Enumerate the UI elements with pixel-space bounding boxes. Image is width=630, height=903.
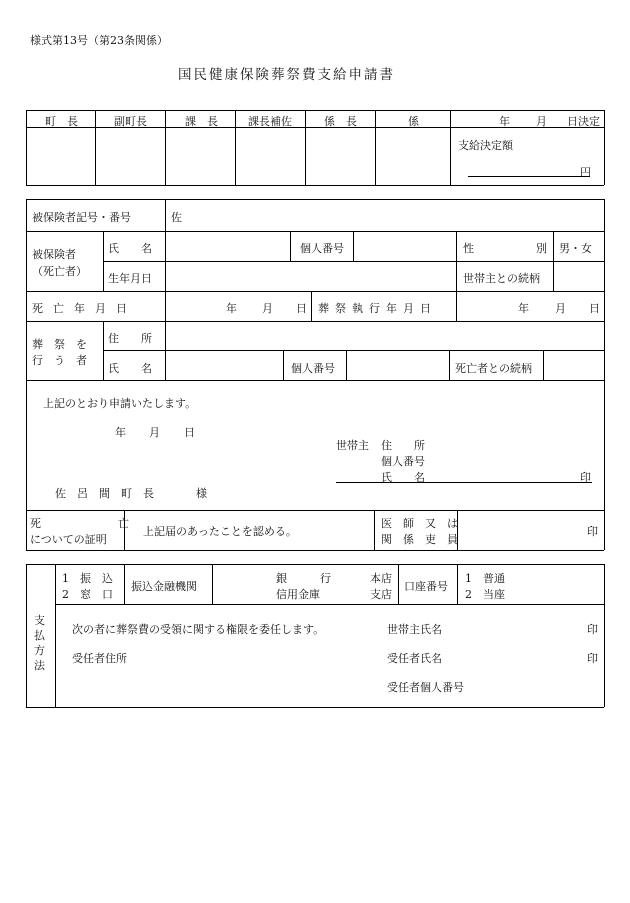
householder-name-seal: 印 bbox=[587, 623, 598, 636]
table-rule bbox=[95, 110, 96, 185]
account-type-current[interactable]: 2 当座 bbox=[465, 588, 505, 601]
deceased-personal-number-label: 個人番号 bbox=[300, 242, 344, 255]
funeral-host-label-1: 葬 祭 を bbox=[32, 338, 87, 351]
table-rule bbox=[604, 110, 605, 185]
form-number: 様式第13号（第23条関係） bbox=[30, 34, 168, 47]
certificate-statement: 上記届のあったことを認める。 bbox=[143, 525, 297, 538]
deceased-label-2: （死亡者） bbox=[32, 265, 87, 278]
table-rule bbox=[283, 350, 284, 380]
deceased-name-label: 氏 名 bbox=[108, 242, 152, 255]
table-rule bbox=[450, 110, 451, 185]
certificate-label-2: についての証明 bbox=[30, 533, 107, 546]
decision-year-label: 年 bbox=[499, 115, 510, 128]
table-rule bbox=[26, 291, 604, 292]
doctor-label-1: 医 師 又 は bbox=[381, 517, 458, 530]
table-rule bbox=[26, 231, 604, 232]
table-rule bbox=[553, 231, 554, 291]
bank-label: 振込金融機関 bbox=[131, 580, 197, 593]
table-rule bbox=[604, 199, 605, 550]
payment-section-label-3: 方 bbox=[34, 644, 45, 657]
table-rule bbox=[103, 261, 604, 262]
approval-col-mayor: 町 長 bbox=[45, 115, 78, 128]
approval-col-section-chief: 課 長 bbox=[185, 115, 218, 128]
payment-section-label-1: 支 bbox=[34, 614, 45, 627]
funeral-host-address-label: 住 所 bbox=[108, 332, 152, 345]
householder-name-label: 氏 名 bbox=[381, 471, 425, 484]
table-rule bbox=[26, 127, 604, 128]
relation-to-householder-label: 世帯主との続柄 bbox=[463, 272, 540, 285]
addressee: 佐 呂 間 町 長 bbox=[55, 487, 154, 500]
amount-label: 支給決定額 bbox=[458, 139, 513, 152]
approval-col-assistant-chief: 課長補佐 bbox=[248, 115, 292, 128]
decision-day-label: 日決定 bbox=[567, 115, 600, 128]
table-rule bbox=[26, 199, 604, 200]
householder-address-label: 住 所 bbox=[381, 439, 425, 452]
table-rule bbox=[290, 231, 291, 261]
table-rule bbox=[165, 231, 166, 291]
table-rule bbox=[103, 231, 104, 291]
table-rule bbox=[26, 564, 604, 565]
funeral-host-personal-number-label: 個人番号 bbox=[291, 362, 335, 375]
application-year: 年 bbox=[115, 426, 126, 439]
table-rule bbox=[456, 231, 457, 291]
bank-type-credit-union: 信用金庫 bbox=[276, 588, 320, 601]
table-rule bbox=[165, 321, 166, 380]
funeral-month: 月 bbox=[555, 302, 566, 315]
table-rule bbox=[103, 350, 604, 351]
delegate-seal: 印 bbox=[587, 652, 598, 665]
table-rule bbox=[457, 564, 458, 604]
funeral-day: 日 bbox=[589, 302, 600, 315]
table-rule bbox=[212, 564, 213, 604]
dob-label: 生年月日 bbox=[108, 272, 152, 285]
delegate-personal-number-label: 受任者個人番号 bbox=[387, 681, 464, 694]
deceased-label-1: 被保険者 bbox=[32, 248, 76, 261]
payment-method-counter[interactable]: 2 窓 口 bbox=[62, 588, 113, 601]
table-rule bbox=[55, 564, 56, 707]
account-type-ordinary[interactable]: 1 普通 bbox=[465, 572, 505, 585]
table-rule bbox=[55, 604, 604, 605]
table-rule bbox=[235, 110, 236, 185]
funeral-host-name-label: 氏 名 bbox=[108, 362, 152, 375]
death-day: 日 bbox=[296, 302, 307, 315]
table-rule bbox=[26, 550, 604, 551]
table-rule bbox=[165, 199, 166, 231]
approval-col-unit-chief: 係 長 bbox=[324, 115, 357, 128]
funeral-date-label: 葬祭執行年月日 bbox=[318, 302, 437, 315]
sex-label-1: 性 bbox=[463, 242, 474, 255]
delegate-address-label: 受任者住所 bbox=[72, 652, 127, 665]
table-rule bbox=[26, 564, 27, 707]
branch-head-office: 本店 bbox=[370, 572, 392, 585]
table-rule bbox=[26, 380, 604, 381]
table-rule bbox=[346, 350, 347, 380]
funeral-year: 年 bbox=[518, 302, 529, 315]
delegate-name-label: 受任者氏名 bbox=[387, 652, 442, 665]
funeral-host-label-2: 行 う 者 bbox=[32, 354, 87, 367]
table-rule bbox=[604, 564, 605, 707]
table-rule bbox=[375, 110, 376, 185]
table-rule bbox=[124, 564, 125, 604]
sex-label-2: 別 bbox=[536, 242, 547, 255]
certificate-seal: 印 bbox=[587, 525, 598, 538]
table-rule bbox=[468, 176, 590, 177]
table-rule bbox=[374, 510, 375, 550]
doctor-label-2: 関 係 吏 員 bbox=[381, 533, 458, 546]
table-rule bbox=[543, 350, 544, 380]
payment-method-transfer[interactable]: 1 振 込 bbox=[62, 572, 113, 585]
application-month: 月 bbox=[149, 426, 160, 439]
householder-personal-number-label: 個人番号 bbox=[381, 455, 425, 468]
relation-to-deceased-label: 死亡者との続柄 bbox=[455, 362, 532, 375]
table-rule bbox=[26, 185, 604, 186]
table-rule bbox=[449, 350, 450, 380]
sex-options[interactable]: 男・女 bbox=[559, 242, 592, 255]
approval-col-deputy-mayor: 副町長 bbox=[114, 115, 147, 128]
insured-symbol-value[interactable]: 佐 bbox=[171, 211, 182, 224]
table-rule bbox=[165, 291, 166, 321]
death-year: 年 bbox=[226, 302, 237, 315]
householder-label: 世帯主 bbox=[336, 439, 369, 452]
table-rule bbox=[305, 110, 306, 185]
table-rule bbox=[26, 199, 27, 550]
death-month: 月 bbox=[262, 302, 273, 315]
approval-col-staff: 係 bbox=[408, 115, 419, 128]
bank-type-bank: 銀 行 bbox=[276, 572, 331, 585]
page-title: 国民健康保険葬祭費支給申請書 bbox=[178, 67, 395, 83]
table-rule bbox=[26, 321, 604, 322]
payment-section-label-2: 払 bbox=[34, 629, 45, 642]
table-rule bbox=[26, 707, 604, 708]
householder-name-label-payment: 世帯主氏名 bbox=[387, 623, 442, 636]
payment-section-label-4: 法 bbox=[34, 659, 45, 672]
table-rule bbox=[336, 482, 592, 483]
certificate-label-1: 死 亡 bbox=[30, 517, 129, 530]
table-rule bbox=[26, 510, 604, 511]
table-rule bbox=[398, 564, 399, 604]
addressee-honorific: 様 bbox=[196, 487, 207, 500]
householder-seal: 印 bbox=[580, 471, 591, 484]
application-statement: 上記のとおり申請いたします。 bbox=[43, 397, 197, 410]
table-rule bbox=[165, 110, 166, 185]
delegation-statement: 次の者に葬祭費の受領に関する権限を委任します。 bbox=[72, 623, 325, 636]
insured-symbol-label: 被保険者記号・番号 bbox=[32, 211, 131, 224]
amount-unit: 円 bbox=[580, 166, 591, 179]
death-date-label: 死亡年月日 bbox=[32, 302, 137, 315]
table-rule bbox=[456, 291, 457, 321]
application-day: 日 bbox=[184, 426, 195, 439]
table-rule bbox=[311, 291, 312, 321]
decision-month-label: 月 bbox=[536, 115, 547, 128]
account-number-label: 口座番号 bbox=[404, 580, 448, 593]
branch-branch-office: 支店 bbox=[370, 588, 392, 601]
table-rule bbox=[353, 231, 354, 261]
table-rule bbox=[26, 110, 604, 111]
table-rule bbox=[26, 110, 27, 185]
table-rule bbox=[103, 321, 104, 380]
